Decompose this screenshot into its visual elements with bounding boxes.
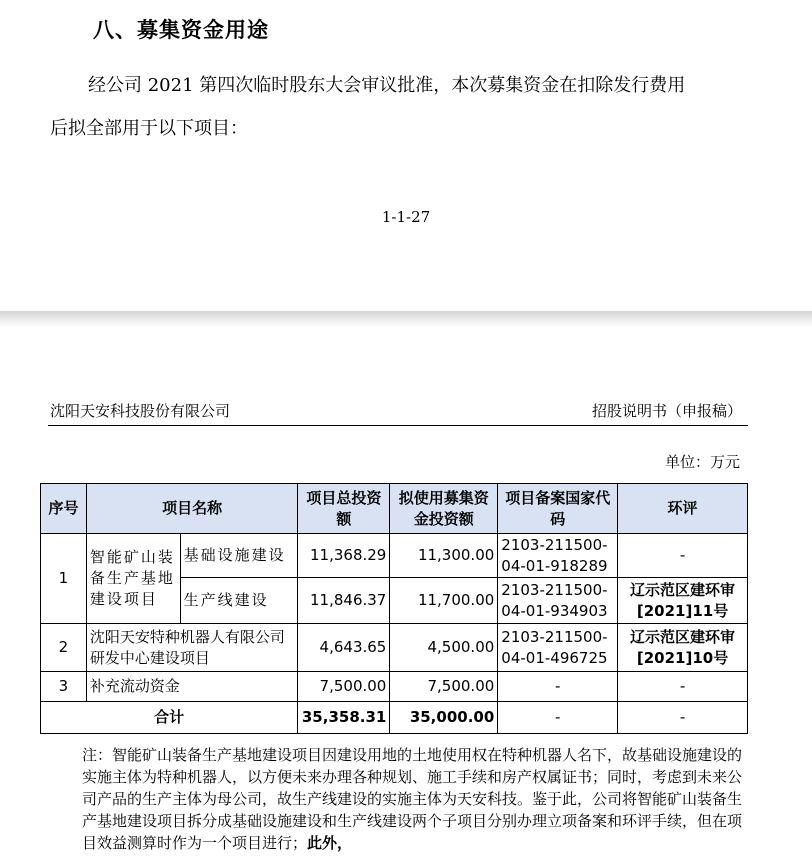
unit-label: 单位：万元 — [664, 453, 740, 471]
cell-eia: - — [618, 702, 748, 734]
page-number: 1-1-27 — [381, 208, 431, 226]
cell-total: 4,643.65 — [298, 624, 390, 672]
cell-raised: 4,500.00 — [390, 624, 498, 672]
cell-name: 补充流动资金 — [86, 672, 297, 702]
header-raised: 拟使用募集资金投资额 — [390, 484, 498, 534]
table-row — [41, 672, 748, 702]
cell-raised: 11,700.00 — [390, 578, 498, 624]
note-paragraph — [50, 744, 750, 854]
header-code: 项目备案国家代码 — [498, 484, 618, 534]
section-heading: 八、募集资金用途 — [93, 18, 269, 42]
note-text: 注：智能矿山装备生产基地建设项目因建设用地的土地使用权在特种机器人名下，故基础设施建设的实施主体为特种机器人，以方便未来办理各种规划、施工手续和房产权属证书；同时，考虑到未来公司产品的生产主体为母公司，故生产线建设的实施主体为天安科技。鉴于此，公司将智能矿山装备生产基地建设项目拆分成基础设施建设和生产线建设两个子项目分别办理立项备案和环评手续，但在项目效益测算时作为一个项目进行； — [82, 746, 743, 852]
table-row — [41, 534, 748, 578]
cell-seq: 3 — [41, 672, 87, 702]
table-note — [50, 744, 750, 854]
cell-code: - — [498, 702, 618, 734]
cell-total: 7,500.00 — [298, 672, 390, 702]
running-header-company: 沈阳天安科技股份有限公司 — [50, 402, 231, 420]
cell-seq: 2 — [41, 624, 87, 672]
table-total-row — [41, 702, 748, 734]
header-total: 项目总投资额 — [298, 484, 390, 534]
cell-total: 11,368.29 — [298, 534, 390, 578]
cell-eia: - — [618, 672, 748, 702]
cell-raised: 7,500.00 — [390, 672, 498, 702]
cell-raised: 35,000.00 — [390, 702, 498, 734]
header-seq: 序号 — [41, 484, 87, 534]
header-eia: 环评 — [618, 484, 748, 534]
investment-table — [40, 483, 748, 734]
cell-subname: 生产线建设 — [180, 578, 298, 624]
running-header-doc-type: 招股说明书（申报稿） — [591, 402, 742, 420]
cell-total-label: 合计 — [41, 702, 298, 734]
cell-name: 智能矿山装备生产基地建设项目 — [86, 534, 180, 624]
cell-eia: 辽示范区建环审[2021]10号 — [618, 624, 748, 672]
intro-paragraph — [50, 64, 750, 150]
cell-code: 2103-211500-04-01-918289 — [498, 534, 618, 578]
table-row — [41, 624, 748, 672]
intro-line-2: 后拟全部用于以下项目： — [50, 118, 248, 139]
header-name: 项目名称 — [86, 484, 297, 534]
intro-line-1: 经公司 2021 第四次临时股东大会审议批准，本次募集资金在扣除发行费用 — [88, 75, 686, 96]
table-header-row — [41, 484, 748, 534]
page-separator — [0, 311, 812, 327]
note-bold-tail: 此外， — [307, 834, 353, 852]
cell-total: 35,358.31 — [298, 702, 390, 734]
cell-code: 2103-211500-04-01-496725 — [498, 624, 618, 672]
cell-eia: - — [618, 534, 748, 578]
cell-name: 沈阳天安特种机器人有限公司研发中心建设项目 — [86, 624, 297, 672]
cell-seq: 1 — [41, 534, 87, 624]
cell-code: - — [498, 672, 618, 702]
cell-subname: 基础设施建设 — [180, 534, 298, 578]
cell-total: 11,846.37 — [298, 578, 390, 624]
header-rule — [48, 425, 748, 426]
cell-eia: 辽示范区建环审[2021]11号 — [618, 578, 748, 624]
cell-code: 2103-211500-04-01-934903 — [498, 578, 618, 624]
cell-raised: 11,300.00 — [390, 534, 498, 578]
